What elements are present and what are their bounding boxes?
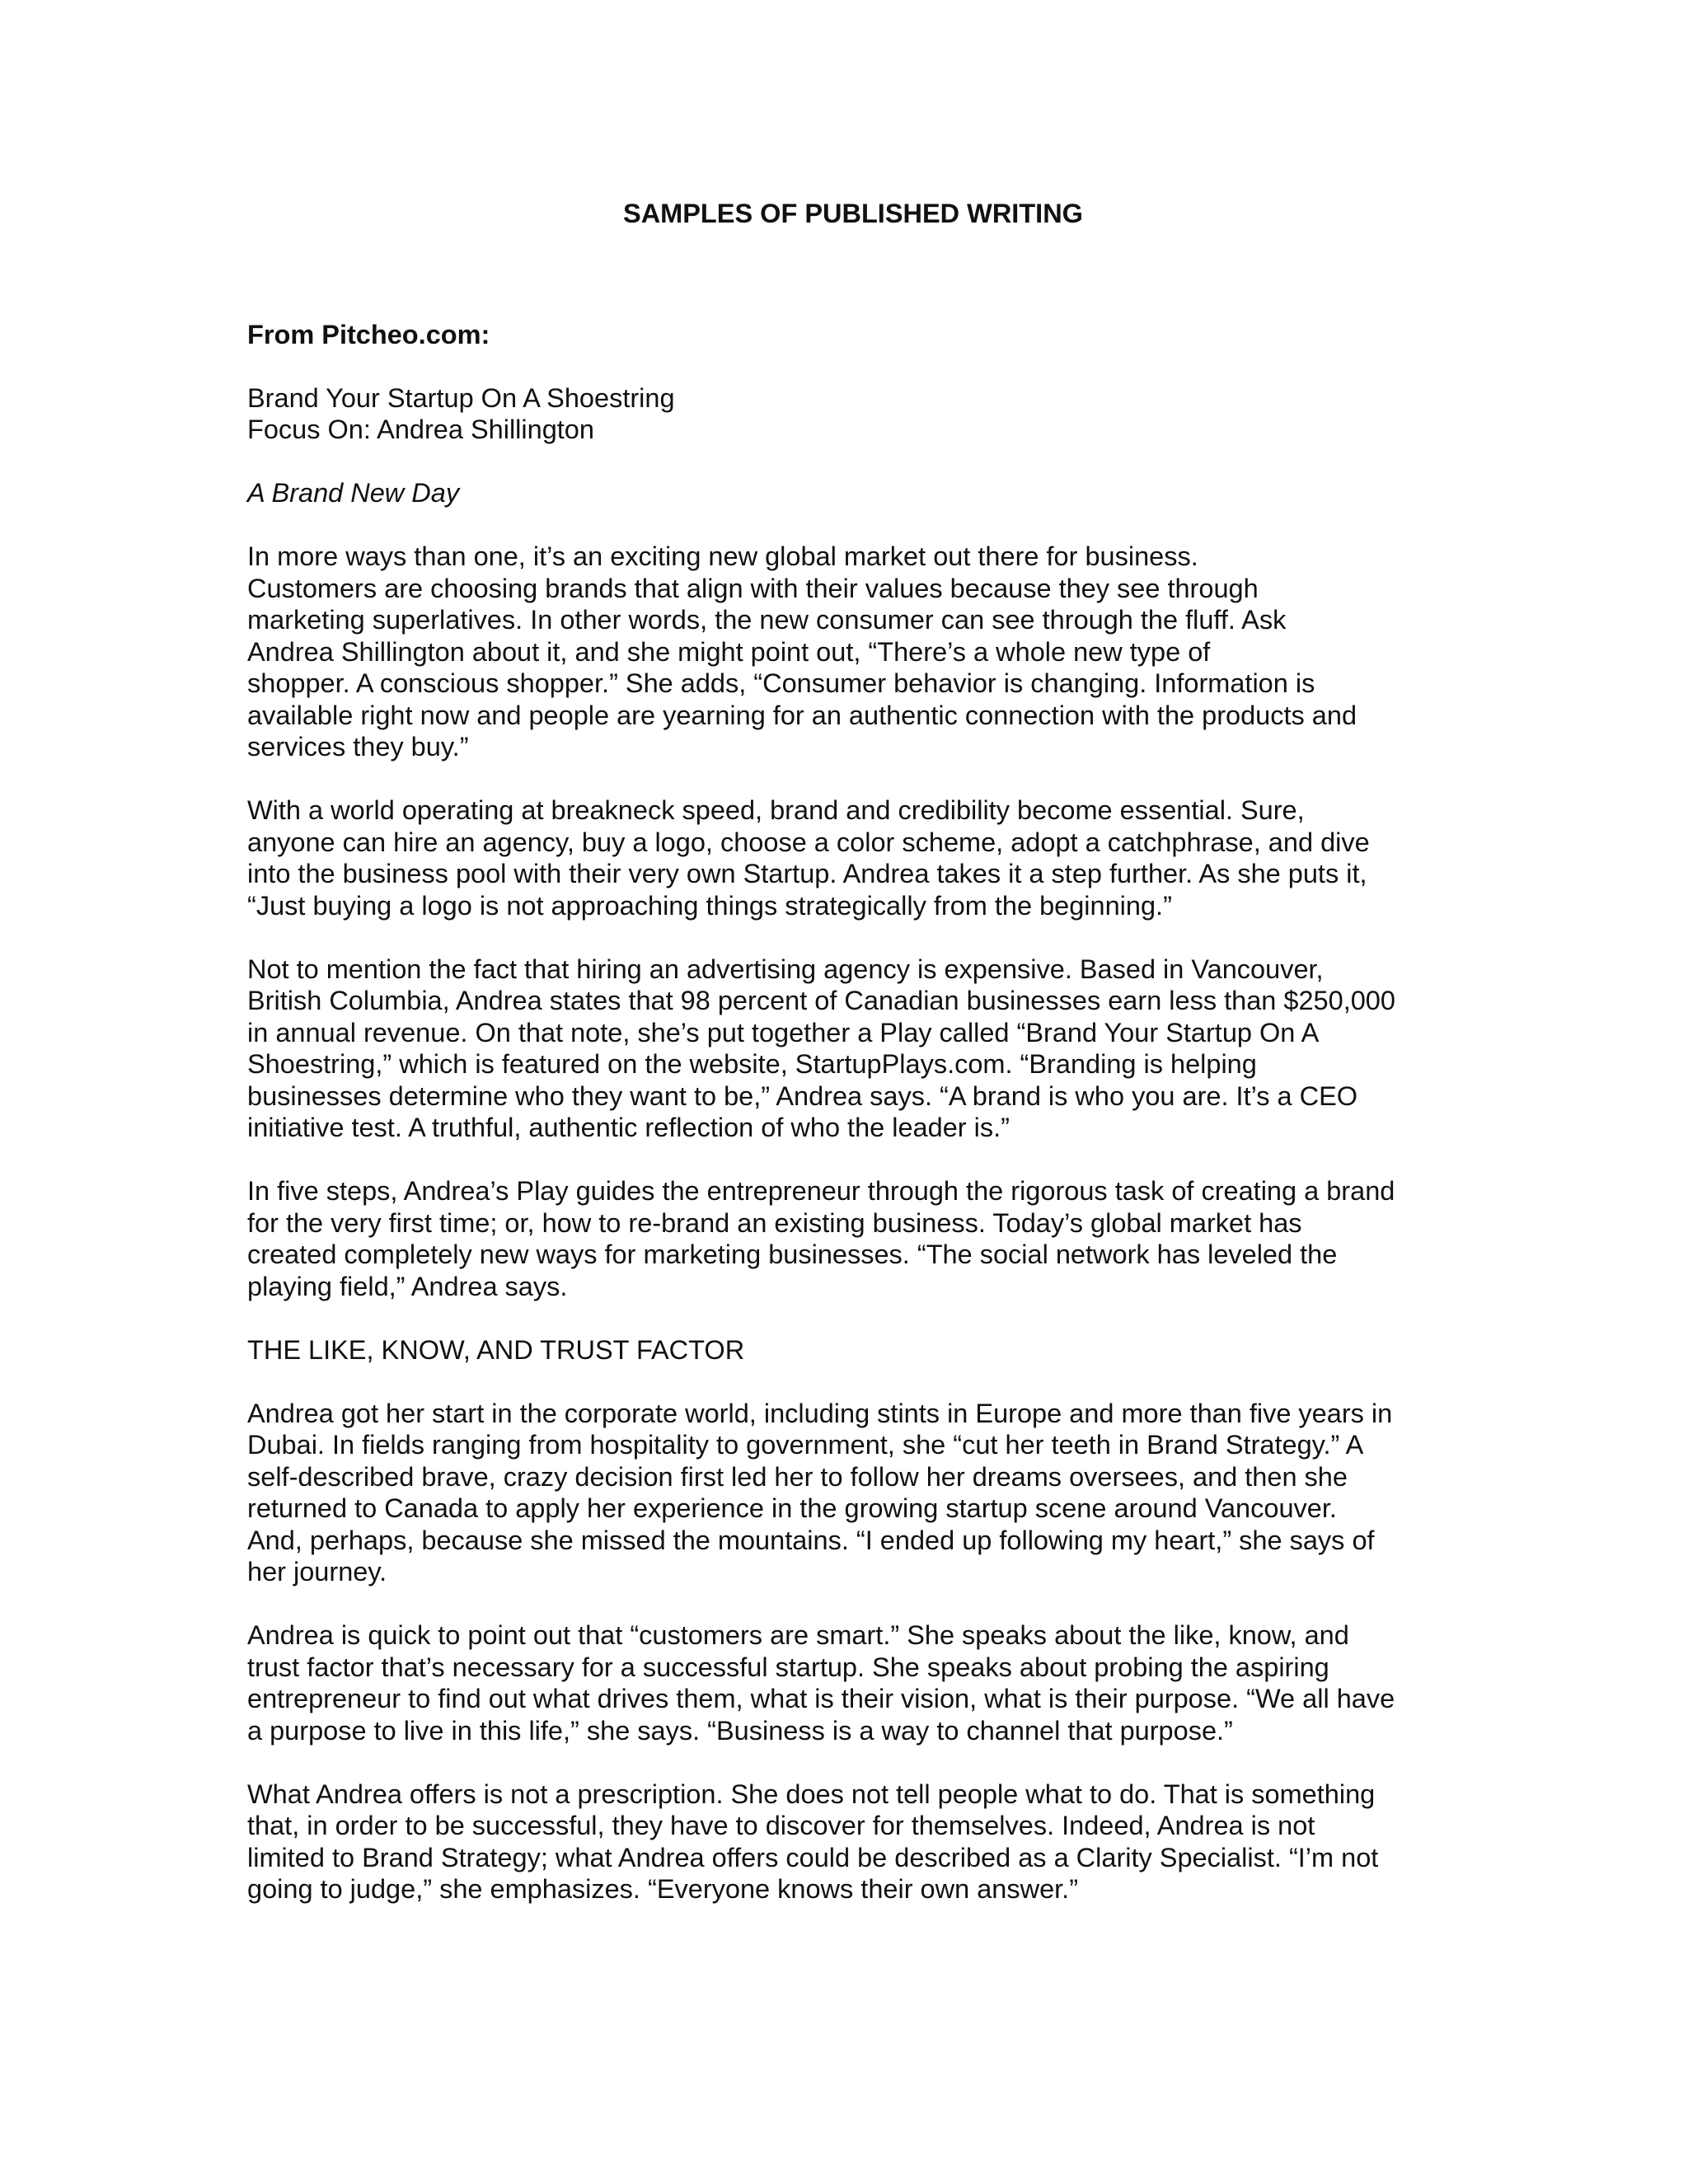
paragraph-line: In more ways than one, it’s an exciting new global market out there for business. (247, 541, 1198, 571)
paragraph-line: returned to Canada to apply her experience in the growing startup scene around Vancouver. (247, 1493, 1337, 1523)
paragraph-line: entrepreneur to find out what drives them, what is their vision, what is their purpose. “We all have (247, 1684, 1395, 1713)
article-header (247, 382, 1451, 446)
paragraph-line: shopper. A conscious shopper.” She adds, “Consumer behavior is changing. Information is (247, 668, 1315, 698)
paragraph-line: British Columbia, Andrea states that 98 percent of Canadian businesses earn less than $250,000 (247, 986, 1395, 1015)
paragraph-line: Shoestring,” which is featured on the website, StartupPlays.com. “Branding is helping (247, 1049, 1257, 1079)
document-title: SAMPLES OF PUBLISHED WRITING (623, 199, 1083, 228)
body-paragraph (247, 1398, 1451, 1588)
paragraph-line: limited to Brand Strategy; what Andrea offers could be described as a Clarity Specialist. “I’m not (247, 1842, 1379, 1872)
paragraph-line: And, perhaps, because she missed the mountains. “I ended up following my heart,” she says of (247, 1525, 1375, 1555)
paragraph-line: Andrea Shillington about it, and she might point out, “There’s a whole new type of (247, 636, 1211, 667)
article-body (247, 541, 1451, 1905)
paragraph-line: With a world operating at breakneck speed, brand and credibility become essential. Sure, (247, 795, 1305, 825)
paragraph-line: in annual revenue. On that note, she’s put together a Play called “Brand Your Startup On A (247, 1017, 1320, 1047)
paragraph-line: Dubai. In fields ranging from hospitality to government, she “cut her teeth in Brand Strategy.” A (247, 1430, 1364, 1460)
body-paragraph (247, 1334, 1451, 1366)
paragraph-line: self-described brave, crazy decision first led her to follow her dreams oversees, and then she (247, 1461, 1348, 1492)
paragraph-line: Customers are choosing brands that align with their values because they see through (247, 573, 1259, 603)
paragraph-line: created completely new ways for marketing businesses. “The social network has leveled the (247, 1240, 1338, 1269)
paragraph-line: anyone can hire an agency, buy a logo, choose a color scheme, adopt a catchphrase, and dive (247, 827, 1370, 857)
body-paragraph (247, 1175, 1451, 1302)
paragraph-line: “Just buying a logo is not approaching things strategically from the beginning.” (247, 890, 1172, 921)
paragraph-line: into the business pool with their very own Startup. Andrea takes it a step further. As she puts it, (247, 859, 1367, 888)
paragraph-line: a purpose to live in this life,” she says. “Business is a way to channel that purpose.” (247, 1715, 1233, 1746)
paragraph-line: trust factor that’s necessary for a successful startup. She speaks about probing the aspiring (247, 1652, 1329, 1682)
body-paragraph (247, 1619, 1451, 1746)
paragraph-line: marketing superlatives. In other words, the new consumer can see through the fluff. Ask (247, 605, 1287, 635)
paragraph-line: What Andrea offers is not a prescription. She does not tell people what to do. That is something (247, 1779, 1376, 1809)
source-label: From Pitcheo.com: (247, 319, 490, 349)
paragraph-line: THE LIKE, KNOW, AND TRUST FACTOR (247, 1334, 745, 1365)
paragraph-line: for the very first time; or, how to re-brand an existing business. Today’s global market has (247, 1207, 1302, 1238)
focus-line: Focus On: Andrea Shillington (247, 415, 594, 444)
paragraph-line: In five steps, Andrea’s Play guides the entrepreneur through the rigorous task of creating a brand (247, 1176, 1395, 1206)
body-paragraph (247, 954, 1451, 1144)
paragraph-line: Andrea got her start in the corporate world, including stints in Europe and more than five years in (247, 1398, 1393, 1428)
paragraph-line: businesses determine who they want to be,” Andrea says. “A brand is who you are. It’s a CEO (247, 1080, 1358, 1111)
article-subtitle: A Brand New Day (247, 478, 460, 508)
body-paragraph (247, 1779, 1451, 1905)
paragraph-line: initiative test. A truthful, authentic reflection of who the leader is.” (247, 1113, 1010, 1142)
paragraph-line: that, in order to be successful, they have to discover for themselves. Indeed, Andrea is not (247, 1811, 1315, 1840)
article-title: Brand Your Startup On A Shoestring (247, 382, 675, 413)
paragraph-line: Andrea is quick to point out that “customers are smart.” She speaks about the like, know, and (247, 1620, 1349, 1650)
paragraph-line: available right now and people are yearning for an authentic connection with the products and (247, 700, 1357, 730)
paragraph-line: Not to mention the fact that hiring an advertising agency is expensive. Based in Vancouver, (247, 954, 1324, 984)
paragraph-line: her journey. (247, 1557, 387, 1586)
paragraph-line: playing field,” Andrea says. (247, 1271, 568, 1301)
paragraph-line: going to judge,” she emphasizes. “Everyone knows their own answer.” (247, 1874, 1079, 1904)
document-page (247, 198, 1451, 1937)
body-paragraph (247, 794, 1451, 921)
paragraph-line: services they buy.” (247, 732, 469, 762)
body-paragraph (247, 541, 1451, 763)
